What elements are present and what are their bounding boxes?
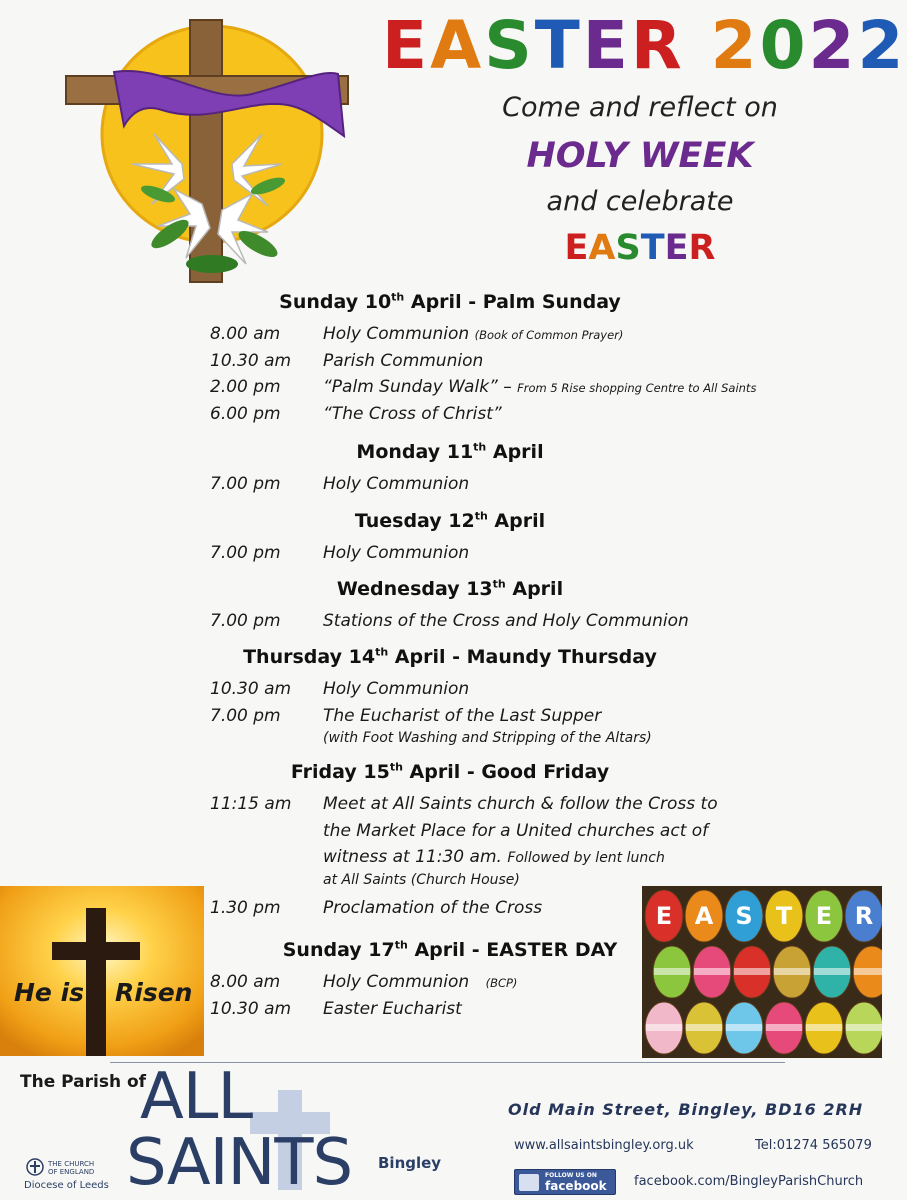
service-time: 8.00 am — [210, 324, 281, 344]
service-name: Holy Communion — [323, 543, 470, 563]
cross-lily-illustration — [62, 14, 352, 284]
easter-letter: R — [688, 228, 716, 268]
day-heading: Sunday 10th April - Palm Sunday — [279, 290, 621, 313]
title-letter: S — [484, 7, 535, 84]
logo-saints-text: SAINTS — [126, 1126, 353, 1200]
day-heading: Tuesday 12th April — [354, 509, 546, 532]
title-letter: E — [582, 7, 631, 84]
egg-pattern — [766, 1024, 802, 1031]
service-name: “Palm Sunday Walk” – From 5 Rise shopping Centre to All Saints — [323, 377, 757, 397]
church-of-england-label — [48, 1160, 108, 1176]
parish-of-label: The Parish of — [20, 1072, 147, 1092]
church-of-england-icon — [26, 1158, 44, 1176]
day-ordinal: th — [391, 290, 405, 304]
website-link[interactable]: www.allsaintsbingley.org.uk — [514, 1138, 694, 1153]
service-time: 7.00 pm — [210, 611, 281, 631]
egg-letter: R — [854, 902, 874, 930]
service-note: Followed by lent lunch — [507, 850, 665, 866]
service-name: Holy Communion — [323, 474, 470, 494]
coe-line-2: OF ENGLAND — [48, 1168, 95, 1176]
service-note: (BCP) — [474, 976, 518, 990]
tagline-and-celebrate: and celebrate — [546, 186, 734, 217]
day-heading: Monday 11th April — [356, 440, 544, 463]
schedule-row — [210, 401, 830, 427]
service-note: (Book of Common Prayer) — [474, 328, 624, 342]
service-name: Proclamation of the Cross — [323, 897, 543, 918]
title-letter: T — [534, 7, 583, 84]
egg-pattern — [806, 1024, 842, 1031]
fb-word-label: facebook — [545, 1179, 607, 1193]
schedule-row — [210, 471, 830, 497]
schedule-row — [210, 791, 830, 817]
day-ordinal: th — [389, 760, 403, 774]
egg-pattern — [854, 968, 882, 975]
service-time: 2.00 pm — [210, 377, 281, 397]
egg-letter: T — [775, 902, 793, 930]
egg-pattern — [686, 1024, 722, 1031]
easter-letter: E — [564, 228, 589, 268]
service-name: Easter Eucharist — [323, 998, 462, 1019]
schedule-row — [210, 321, 830, 347]
service-name: Parish Communion — [323, 350, 484, 371]
service-time: 1.30 pm — [210, 897, 281, 918]
service-time: 10.30 am — [210, 998, 292, 1019]
tagline-easter — [400, 228, 880, 268]
facebook-follow-button[interactable] — [514, 1169, 616, 1195]
day-ordinal: th — [394, 938, 408, 952]
schedule-row — [210, 676, 830, 702]
title-letter: A — [430, 7, 485, 84]
service-name: The Eucharist of the Last Supper — [323, 705, 602, 726]
day-ordinal: th — [492, 577, 506, 591]
schedule-row — [210, 540, 830, 566]
telephone-number: Tel:01274 565079 — [755, 1138, 872, 1153]
egg-pattern — [694, 968, 730, 975]
easter-eggs-icon — [642, 886, 882, 1058]
main-title — [382, 6, 907, 86]
service-time: 11:15 am — [210, 794, 292, 814]
service-continuation: the Market Place for a United churches act of — [323, 820, 709, 841]
service-name: Meet at All Saints church & follow the Cross to — [323, 794, 718, 814]
service-name: Stations of the Cross and Holy Communion — [323, 611, 689, 631]
day-heading: Friday 15th April - Good Friday — [290, 760, 610, 783]
title-letter: 0 — [759, 7, 809, 84]
sunrise-cross-icon — [0, 886, 204, 1056]
service-time: 8.00 am — [210, 972, 281, 992]
service-name: Holy Communion — [323, 679, 470, 699]
egg-letter: E — [815, 902, 833, 930]
service-time: 7.00 pm — [210, 474, 281, 494]
schedule-row — [210, 703, 830, 729]
schedule-row — [210, 348, 830, 374]
day-ordinal: th — [473, 440, 487, 454]
service-continuation: witness at 11:30 am. Followed by lent lunch — [323, 847, 665, 867]
service-name: Holy Communion (Book of Common Prayer) — [323, 324, 624, 344]
service-name: “The Cross of Christ” — [323, 403, 502, 424]
service-time: 10.30 am — [210, 350, 292, 371]
easter-letter: E — [664, 228, 689, 268]
service-time: 7.00 pm — [210, 705, 281, 726]
title-letter: 2 — [710, 7, 760, 84]
risen-text-right: Risen — [115, 978, 193, 1007]
title-letter: 2 — [808, 7, 858, 84]
egg-letter: A — [694, 902, 714, 930]
coe-line-1: THE CHURCH — [48, 1160, 95, 1168]
schedule-row — [210, 608, 830, 634]
day-heading: Sunday 17th April - EASTER DAY — [282, 938, 618, 961]
service-time: 7.00 pm — [210, 543, 281, 563]
service-name: Holy Communion (BCP) — [323, 972, 518, 992]
easter-letter: A — [588, 228, 616, 268]
egg-pattern — [774, 968, 810, 975]
tagline-holy-week: HOLY WEEK — [526, 136, 754, 176]
egg-pattern — [646, 1024, 682, 1031]
church-address: Old Main Street, Bingley, BD16 2RH — [508, 1100, 864, 1119]
title-letter — [685, 6, 711, 86]
logo-bingley-text: Bingley — [378, 1154, 442, 1172]
logo-all-text: ALL — [140, 1060, 253, 1134]
schedule-row — [210, 374, 830, 400]
diocese-label: Diocese of Leeds — [24, 1180, 109, 1191]
easter-letter: S — [615, 228, 641, 268]
egg-letter: S — [735, 902, 753, 930]
title-letter: E — [382, 7, 431, 84]
day-ordinal: th — [375, 645, 389, 659]
service-time: 10.30 am — [210, 679, 292, 699]
title-letter: R — [630, 7, 685, 84]
tagline-come-reflect: Come and reflect on — [502, 92, 778, 123]
egg-pattern — [726, 1024, 762, 1031]
day-ordinal: th — [474, 509, 488, 523]
title-letter: 2 — [857, 7, 907, 84]
he-is-risen-image — [0, 886, 204, 1056]
service-subline: (with Foot Washing and Stripping of the Altars) — [323, 730, 652, 746]
easter-eggs-image — [642, 886, 882, 1058]
facebook-page-link[interactable]: facebook.com/BingleyParishChurch — [634, 1174, 864, 1189]
easter-letter: T — [640, 228, 665, 268]
risen-text-left: He is — [14, 978, 85, 1007]
service-time: 6.00 pm — [210, 403, 281, 424]
fb-follow-label: FOLLOW US ON — [545, 1172, 597, 1179]
egg-pattern — [814, 968, 850, 975]
service-note: From 5 Rise shopping Centre to All Saints — [517, 381, 757, 395]
day-heading: Thursday 14th April - Maundy Thursday — [243, 645, 657, 668]
day-heading: Wednesday 13th April — [336, 577, 564, 600]
egg-pattern — [654, 968, 690, 975]
egg-letter: E — [655, 902, 673, 930]
thumbs-up-icon — [519, 1174, 539, 1191]
egg-pattern — [846, 1024, 882, 1031]
egg-pattern — [734, 968, 770, 975]
service-subline: at All Saints (Church House) — [323, 871, 520, 888]
